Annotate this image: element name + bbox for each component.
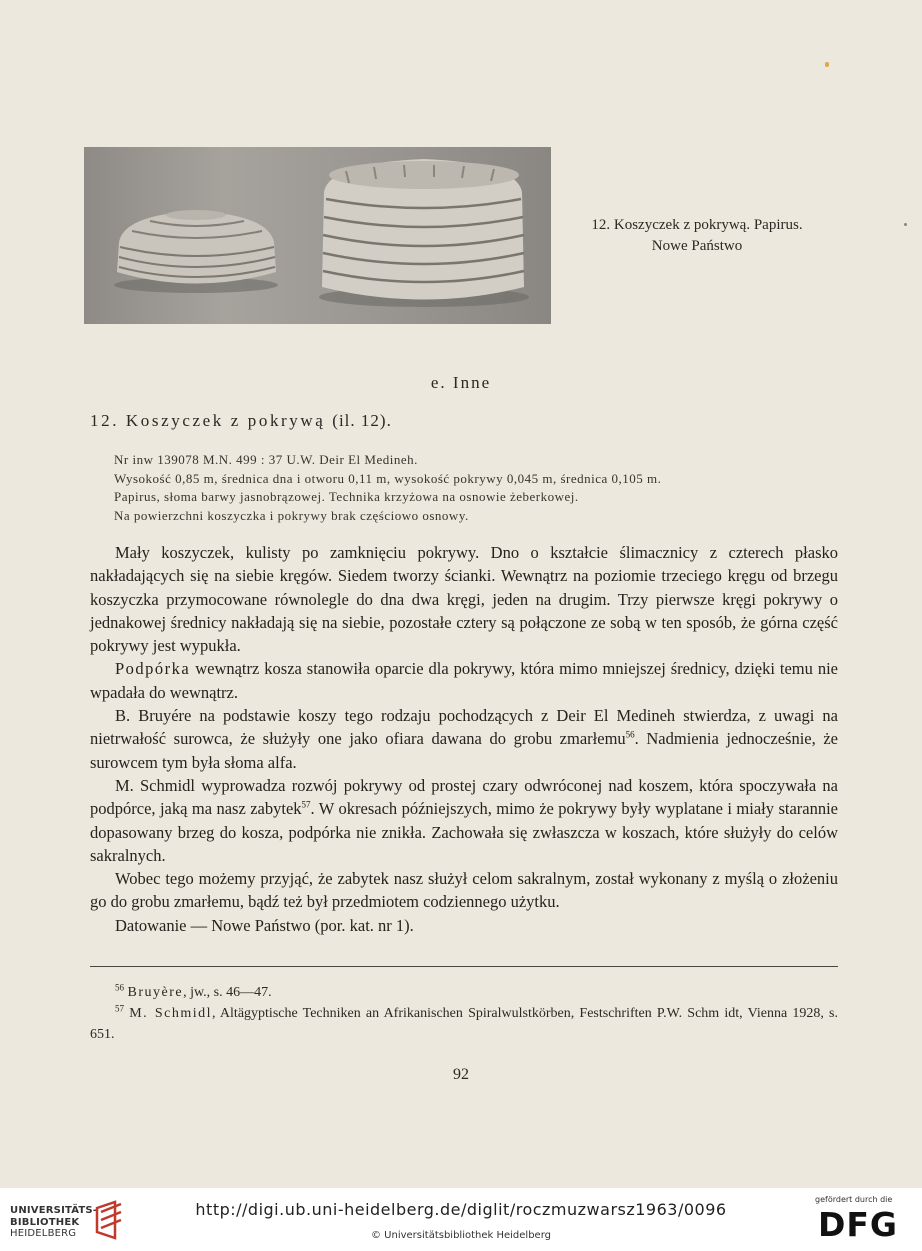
copyright-notice: © Universitätsbibliothek Heidelberg <box>370 1230 551 1241</box>
footnote-text: , jw., s. 46—47. <box>183 985 272 1000</box>
figure-caption <box>566 215 828 257</box>
meta-line: Papirus, słoma barwy jasnobrązowej. Technika krzyżowa na osnowie żeberkowej. <box>114 489 579 504</box>
paragraph: Wobec tego możemy przyjąć, że zabytek nasz służył celom sakralnym, został wykonany z myślą o złożeniu go do grobu zmarłemu, bądź też był przedmiotem codziennego użytku. <box>90 869 838 912</box>
paragraph-text: . Nadmienia jednocześnie, że surowcem tym była słoma alfa. <box>90 729 838 772</box>
paragraph: Datowanie — Nowe Państwo (por. kat. nr 1). <box>115 915 414 935</box>
caption-line: Nowe Państwo <box>651 238 743 254</box>
item-number: 12. <box>90 411 120 430</box>
footnote <box>90 1003 838 1045</box>
footnotes <box>90 982 838 1045</box>
footnote-author: M. Schmidl <box>129 1006 213 1021</box>
footnote-ref[interactable]: 56 <box>625 729 635 740</box>
paragraph-text: M. Schmidl wyprowadza rozwój pokrywy od prostej czary odwróconej nad koszem, która spoczywała na podpórce, jaką ma nasz zabytek <box>90 775 838 819</box>
footnote <box>90 982 838 1003</box>
paper-speck <box>825 62 829 67</box>
funding-note: gefördert durch die <box>815 1195 893 1204</box>
catalog-metadata <box>114 451 834 525</box>
paragraph-text: . W okresach późniejszych, mimo że pokrywy były wyplatane i miały starannie dopasowany brzeg do kosza, podpórka nie znikła. Zachowała się zwłaszcza w koszach, które służyły do celów sakralnych. <box>90 799 838 865</box>
dfg-logo: DFG <box>818 1205 899 1244</box>
basket-illustration <box>84 147 551 324</box>
footnote-text: , Altägyptische Techniken an Afrikanischen Spiralwulstkörben, Festschriften P.W. Schm idt, Vienna 1928, s. 651. <box>90 1006 839 1042</box>
meta-line: Na powierzchni koszyczka i pokrywy brak częściowo osnowy. <box>114 507 469 523</box>
footnote-divider <box>90 966 838 967</box>
footnote-author: Bruyère <box>127 985 184 1000</box>
footnote-number: 57 <box>115 1003 124 1014</box>
caption-line: 12. Koszyczek z pokrywą. Papirus. <box>591 217 803 233</box>
item-title: Koszyczek z pokrywą <box>125 411 326 430</box>
page-number: 92 <box>453 1066 469 1083</box>
item-ref: (il. 12). <box>332 411 392 430</box>
meta-line: Nr inw 139078 M.N. 499 : 37 U.W. Deir El Medineh. <box>114 452 418 467</box>
emphasized-term: Podpórka <box>115 659 191 679</box>
basket-photo <box>84 147 551 324</box>
item-heading <box>90 411 392 431</box>
footnote-ref[interactable]: 57 <box>301 799 311 810</box>
uni-line: BIBLIOTHEK <box>10 1216 80 1228</box>
meta-line: Wysokość 0,85 m, średnica dna i otworu 0,11 m, wysokość pokrywy 0,045 m, średnica 0,105 m. <box>114 470 662 486</box>
body-text <box>90 541 838 937</box>
uni-line: UNIVERSITÄTS- <box>10 1205 98 1216</box>
paragraph <box>90 774 838 867</box>
permalink-url[interactable]: http://digi.ub.uni-heidelberg.de/diglit/roczmuzwarsz1963/0096 <box>195 1200 727 1219</box>
paper-speck <box>904 223 907 226</box>
paragraph <box>90 704 838 774</box>
footnote-number: 56 <box>115 982 124 993</box>
paragraph-text: wewnątrz kosza stanowiła oparcie dla pokrywy, która mimo mniejszej średnicy, dzięki temu nie wpadała do wewnątrz. <box>90 659 838 702</box>
uni-line: HEIDELBERG <box>10 1228 77 1239</box>
paragraph-text: B. Bruyére na podstawie koszy tego rodzaju pochodzących z Deir El Medineh stwierdza, z uwagi na nietrwałość surowca, że służyły one jako ofiara dawana do grobu zmarłemu <box>90 706 838 749</box>
section-heading: e. Inne <box>430 373 492 392</box>
digitization-footer <box>0 1188 922 1251</box>
paragraph <box>90 657 838 704</box>
paragraph: Mały koszyczek, kulisty po zamknięciu pokrywy. Dno o kształcie ślimacznicy z czterech płasko nakładających się na siebie kręgów. Siedem tworzy ścianki. Wewnątrz na poziomie trzeciego kręgu od brzegu koszyczka przymocowane równolegle do dna dwa kręgi, jeden na drugim. Trzy pierwsze kręgi pokrywy o jednakowej średnicy nakładają się na siebie, pozostałe cztery są połączone ze sobą w ten sposób, że górna część pokrywy jest wypukła. <box>90 543 838 656</box>
